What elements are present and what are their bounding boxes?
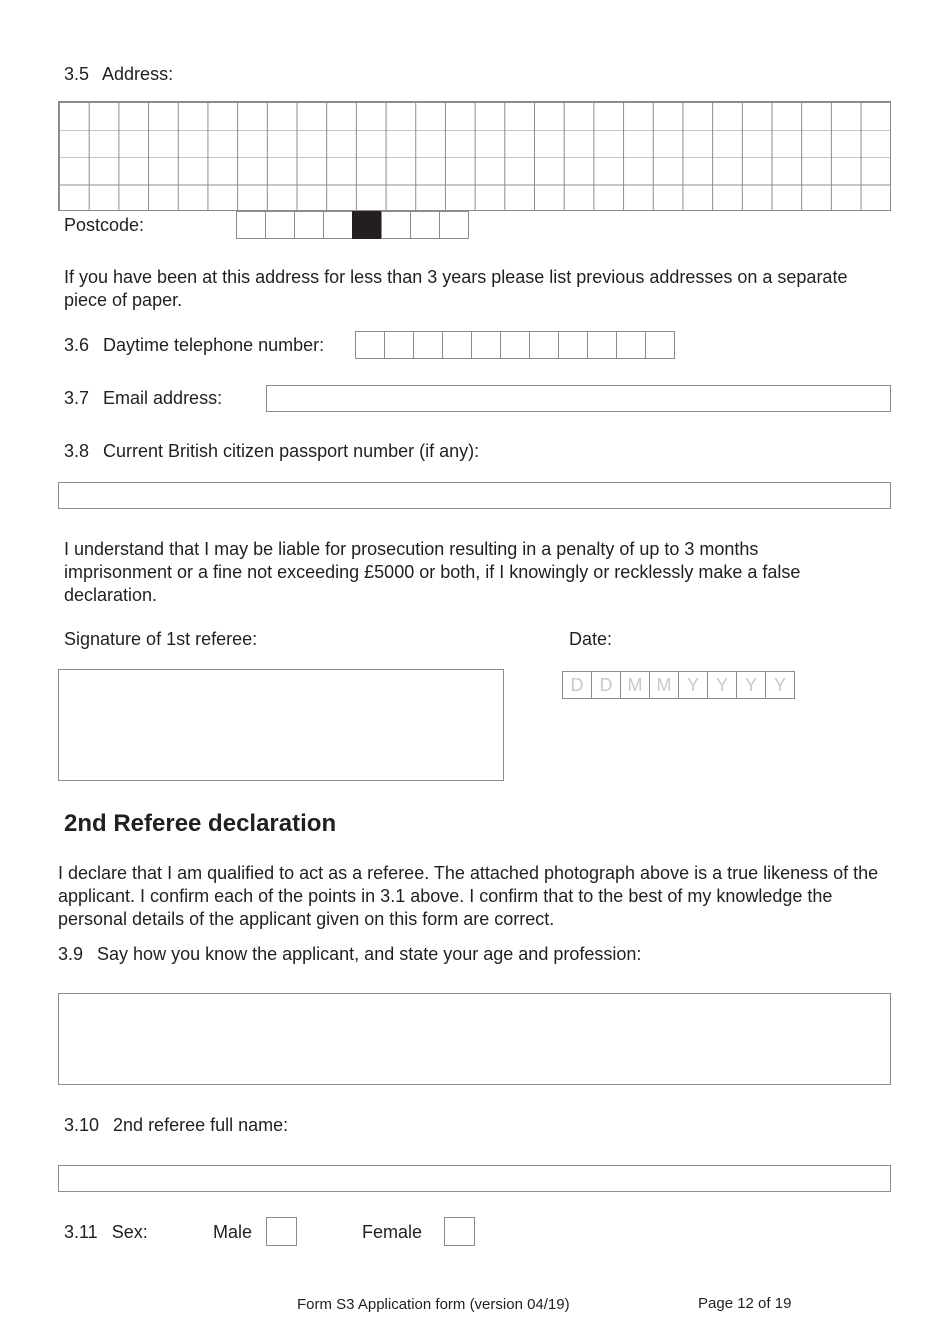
phone-cell[interactable] <box>645 331 675 359</box>
date-cell-year[interactable]: Y <box>736 671 766 699</box>
phone-input[interactable] <box>355 331 674 359</box>
referee-name-input[interactable] <box>58 1165 891 1192</box>
footer-form-name: Form S3 Application form (version 04/19) <box>297 1296 570 1313</box>
email-label: 3.7 Email address: <box>64 388 223 408</box>
date-cell-month[interactable]: M <box>649 671 679 699</box>
phone-label: 3.6 Daytime telephone number: <box>64 335 325 355</box>
phone-cell[interactable] <box>442 331 472 359</box>
passport-input[interactable] <box>58 482 891 509</box>
section-heading: 2nd Referee declaration <box>64 810 337 837</box>
date-cell-month[interactable]: M <box>620 671 650 699</box>
question-3-9-label: 3.9 Say how you know the applicant, and state your age and profession: <box>58 944 642 964</box>
referee-declaration-text: I declare that I am qualified to act as a referee. The attached photograph above is a true likeness of the applicant. I confirm each of the points in 3.1 above. I confirm that to the best of my knowledge the personal details of the applicant given on this form are correct. <box>58 863 879 929</box>
phone-cell[interactable] <box>587 331 617 359</box>
sex-male-label: Male <box>213 1222 253 1242</box>
date-cell-year[interactable]: Y <box>678 671 708 699</box>
sex-female-label: Female <box>362 1222 423 1242</box>
postcode-cell[interactable] <box>294 211 324 239</box>
date-cell-year[interactable]: Y <box>707 671 737 699</box>
date-cell-year[interactable]: Y <box>765 671 795 699</box>
phone-cell[interactable] <box>471 331 501 359</box>
date-label: Date: <box>569 629 613 649</box>
phone-cell[interactable] <box>558 331 588 359</box>
question-3-11-label: 3.11 Sex: <box>64 1222 148 1242</box>
postcode-label: Postcode: <box>64 215 145 235</box>
signature-box[interactable] <box>58 669 504 781</box>
address-note: If you have been at this address for less than 3 years please list previous addresses on a separate piece of paper. <box>64 267 848 310</box>
date-cell-day[interactable]: D <box>562 671 592 699</box>
sex-female-checkbox[interactable] <box>444 1217 475 1246</box>
postcode-input[interactable] <box>236 211 468 239</box>
date-cell-day[interactable]: D <box>591 671 621 699</box>
referee-relationship-input[interactable] <box>58 993 891 1085</box>
address-label: 3.5 Address: <box>64 64 174 84</box>
postcode-separator <box>352 211 382 239</box>
passport-label: 3.8 Current British citizen passport number (if any): <box>64 441 480 461</box>
phone-cell[interactable] <box>529 331 559 359</box>
question-3-10-label: 3.10 2nd referee full name: <box>64 1115 289 1135</box>
phone-cell[interactable] <box>500 331 530 359</box>
phone-cell[interactable] <box>413 331 443 359</box>
postcode-cell[interactable] <box>410 211 440 239</box>
liability-declaration: I understand that I may be liable for prosecution resulting in a penalty of up to 3 months imprisonment or a fine not exceeding £5000 or both, if I knowingly or recklessly make a false declaration. <box>64 539 801 605</box>
postcode-cell[interactable] <box>439 211 469 239</box>
postcode-cell[interactable] <box>236 211 266 239</box>
postcode-cell[interactable] <box>323 211 353 239</box>
date-input[interactable] <box>562 671 794 699</box>
postcode-cell[interactable] <box>381 211 411 239</box>
email-input[interactable] <box>266 385 891 412</box>
sex-male-checkbox[interactable] <box>266 1217 297 1246</box>
footer-page-number: Page 12 of 19 <box>698 1295 792 1312</box>
postcode-cell[interactable] <box>265 211 295 239</box>
phone-cell[interactable] <box>616 331 646 359</box>
address-input-grid[interactable] <box>58 101 891 211</box>
signature-label: Signature of 1st referee: <box>64 629 258 649</box>
phone-cell[interactable] <box>384 331 414 359</box>
phone-cell[interactable] <box>355 331 385 359</box>
